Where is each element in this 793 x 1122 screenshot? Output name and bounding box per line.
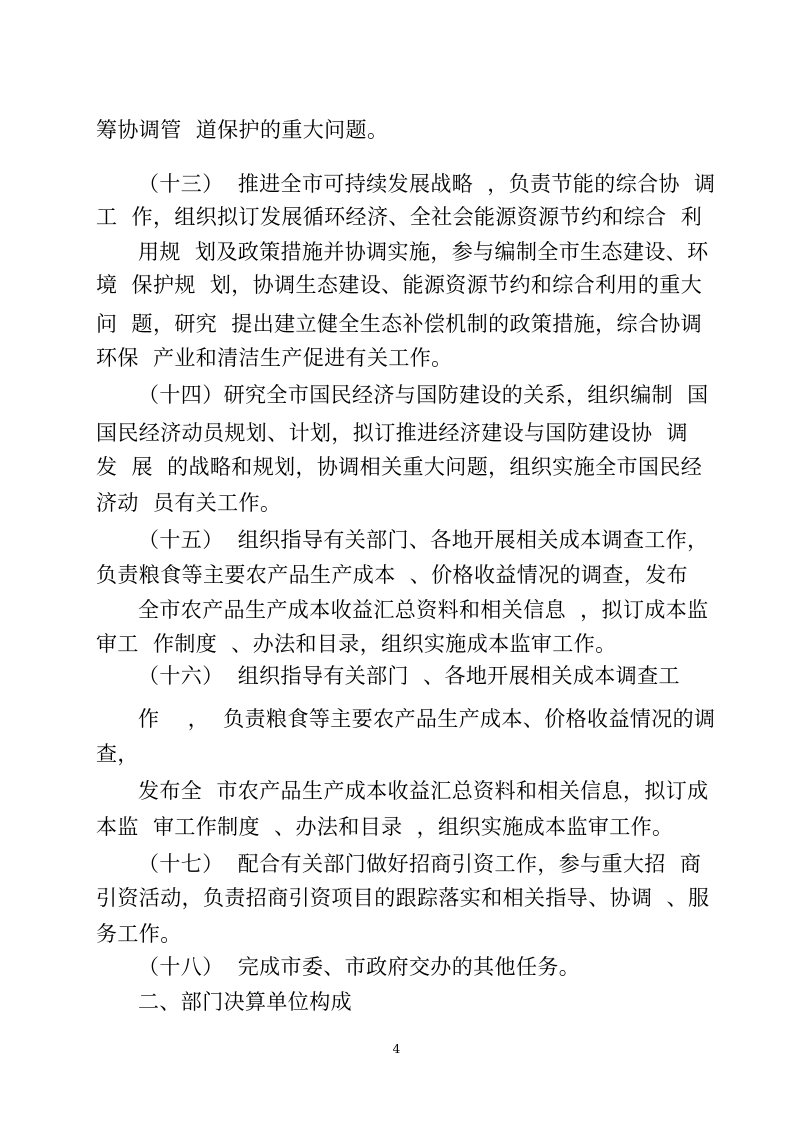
text-line: 环保 产业和清洁生产促进有关工作。 bbox=[96, 346, 453, 370]
text-line: （十五） 组织指导有关部门、各地开展相关成本调查工作， bbox=[138, 528, 709, 552]
text-line: （十八） 完成市委、市政府交办的其他任务。 bbox=[138, 955, 581, 979]
text-line: 济动 员有关工作。 bbox=[96, 491, 282, 515]
text-line: 查， bbox=[96, 742, 139, 766]
text-line: （十六） 组织指导有关部门 、各地开展相关成本调查工 bbox=[138, 664, 680, 688]
text-line: 作 ， 负责粮食等主要农产品生产成本、价格收益情况的调 bbox=[138, 707, 716, 731]
text-line: 全市农产品生产成本收益汇总资料和相关信息 ，拟订成本监 bbox=[138, 598, 709, 622]
text-line: 问 题，研究 提出建立健全生态补偿机制的政策措施，综合协调 bbox=[96, 312, 703, 336]
text-line: 国民经济动员规划、计划，拟订推进经济建设与国防建设协 调 bbox=[96, 421, 688, 445]
text-line: （十七） 配合有关部门做好招商引资工作，参与重大招 商 bbox=[138, 852, 702, 876]
text-line: 审工 作制度 、办法和目录，组织实施成本监审工作。 bbox=[96, 632, 617, 656]
text-line: （十四）研究全市国民经济与国防建设的关系，组织编制 国 bbox=[138, 383, 709, 407]
text-line: 本监 审工作制度 、办法和目录 ，组织实施成本监审工作。 bbox=[96, 815, 674, 839]
text-line: 引资活动，负责招商引资项目的跟踪落实和相关指导、协调 、服 bbox=[96, 886, 710, 910]
text-line: 务工作。 bbox=[96, 922, 182, 946]
text-line: 筹协调管 道保护的重大问题。 bbox=[96, 118, 389, 142]
text-line: （十三） 推进全市可持续发展战略 ，负责节能的综合协 调 bbox=[138, 172, 716, 196]
text-line: 发布全 市农产品生产成本收益汇总资料和相关信息，拟订成 bbox=[138, 779, 709, 803]
text-line: 负责粮食等主要农产品生产成本 、价格收益情况的调查，发布 bbox=[96, 563, 688, 587]
text-line: 发 展 的战略和规划，协调相关重大问题，组织实施全市国民经 bbox=[96, 455, 703, 479]
text-line: 用规 划及政策措施并协调实施，参与编制全市生态建设、环 bbox=[138, 240, 709, 264]
text-line: 工 作，组织拟订发展循环经济、全社会能源资源节约和综合 利 bbox=[96, 205, 703, 229]
page-number: 4 bbox=[392, 1042, 401, 1056]
text-line: 境 保护规 划，协调生态建设、能源资源节约和综合利用的重大 bbox=[96, 273, 703, 297]
section-heading: 二、部门决算单位构成 bbox=[138, 990, 352, 1014]
